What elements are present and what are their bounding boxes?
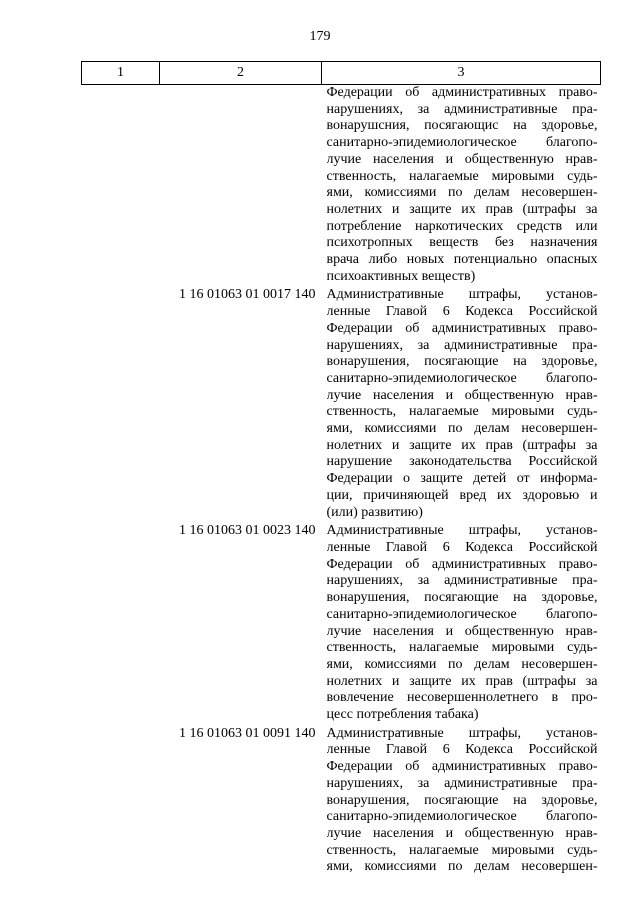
budget-codes-table (81, 61, 601, 878)
description-line: нарушение законодательства Российской (326, 454, 598, 470)
description-line: Административные штрафы, установ- (326, 287, 598, 303)
description-line: санитарно-эпидемиологическое благопо- (326, 135, 598, 151)
description-line: ями, комиссиями по делам несовершен- (326, 185, 598, 201)
description-line: ственность, налагаемые мировыми судь- (326, 168, 598, 184)
description-line: психотропных веществ без назначения (326, 235, 598, 251)
description-line: Федерации об административных право- (326, 759, 598, 775)
description-line: Федерации о защите детей от информа- (326, 471, 598, 487)
revenue-description (322, 523, 601, 725)
description-line: ции, причиняющей вред их здоровью и (326, 487, 598, 503)
description-line: вовлечение несовершеннолетнего в про- (326, 690, 598, 706)
description-line: цесс потребления табака) (326, 707, 479, 723)
budget-classification-code (160, 85, 322, 288)
column-header-2: 2 (160, 62, 322, 85)
revenue-description (322, 726, 601, 878)
description-line: вонарушения, посягающие на здоровье, (326, 354, 598, 370)
cell-col-1 (82, 523, 160, 725)
cell-col-1 (82, 85, 160, 288)
description-line: ленные Главой 6 Кодекса Российской (326, 742, 598, 758)
description-line: вонарушсния, посягающис на здоровье, (326, 118, 598, 134)
budget-classification-code: 1 16 01063 01 0023 140 (179, 523, 316, 539)
description-line: вонарушения, посягающие на здоровье, (326, 590, 598, 606)
description-line: врача либо новых потенциально опасных (326, 252, 598, 268)
description-line: ленные Главой 6 Кодекса Российской (326, 539, 598, 555)
description-line: потребление наркотических средств или (326, 218, 598, 234)
cell-col-1 (82, 726, 160, 878)
table-row (82, 726, 601, 878)
revenue-description (322, 287, 601, 523)
column-header-1: 1 (82, 62, 160, 85)
table-body (82, 85, 601, 879)
description-line: нарушениях, за административные пра- (326, 337, 598, 353)
cell-col-1 (82, 287, 160, 523)
description-line: ями, комиссиями по делам несовершен- (326, 656, 598, 672)
budget-classification-code: 1 16 01063 01 0091 140 (179, 725, 316, 741)
description-line: ственность, налагаемые мировыми судь- (326, 640, 598, 656)
description-line: ственность, налагаемые мировыми судь- (326, 404, 598, 420)
description-line: нолетних и защите их прав (штрафы за (326, 437, 598, 453)
description-line: нарушениях, за административные пра- (326, 573, 598, 589)
description-line: ями, комиссиями по делам несовершен- (326, 421, 598, 437)
description-line: Федерации об административных право- (326, 85, 598, 100)
description-line: санитарно-эпидемиологическое благопо- (326, 370, 598, 386)
description-line: нолетних и защите их прав (штрафы за (326, 673, 598, 689)
description-line: нарушениях, за административные пра- (326, 775, 598, 791)
description-line: психоактивных веществ) (326, 268, 476, 284)
description-line: нолетних и защите их прав (штрафы за (326, 201, 598, 217)
description-line: Федерации об административных право- (326, 320, 598, 336)
description-line: лучие населения и общественную нрав- (326, 387, 598, 403)
description-line: вонарушения, посягающие на здоровье, (326, 792, 598, 808)
description-line: лучие населения и общественную нрав- (326, 825, 598, 841)
description-line: ями, комиссиями по делам несовершен- (326, 859, 598, 875)
description-line: лучие населения и общественную нрав- (326, 623, 598, 639)
description-line: ственность, налагаемые мировыми судь- (326, 842, 598, 858)
description-line: Административные штрафы, установ- (326, 725, 598, 741)
description-line: Федерации об административных право- (326, 556, 598, 572)
column-header-3: 3 (322, 62, 601, 85)
description-line: (или) развитию) (326, 504, 423, 520)
page-number: 179 (309, 29, 331, 44)
description-line: ленные Главой 6 Кодекса Российской (326, 304, 598, 320)
description-line: лучие населения и общественную нрав- (326, 151, 598, 167)
revenue-description (322, 85, 601, 288)
budget-classification-code: 1 16 01063 01 0017 140 (179, 287, 316, 303)
description-line: нарушениях, за административные пра- (326, 101, 598, 117)
table-row (82, 287, 601, 523)
description-line: санитарно-эпидемиологическое благопо- (326, 809, 598, 825)
description-line: Административные штрафы, установ- (326, 523, 598, 539)
table-row (82, 523, 601, 725)
description-line: санитарно-эпидемиологическое благопо- (326, 606, 598, 622)
table-row (82, 85, 601, 288)
table-header-row (82, 62, 601, 85)
